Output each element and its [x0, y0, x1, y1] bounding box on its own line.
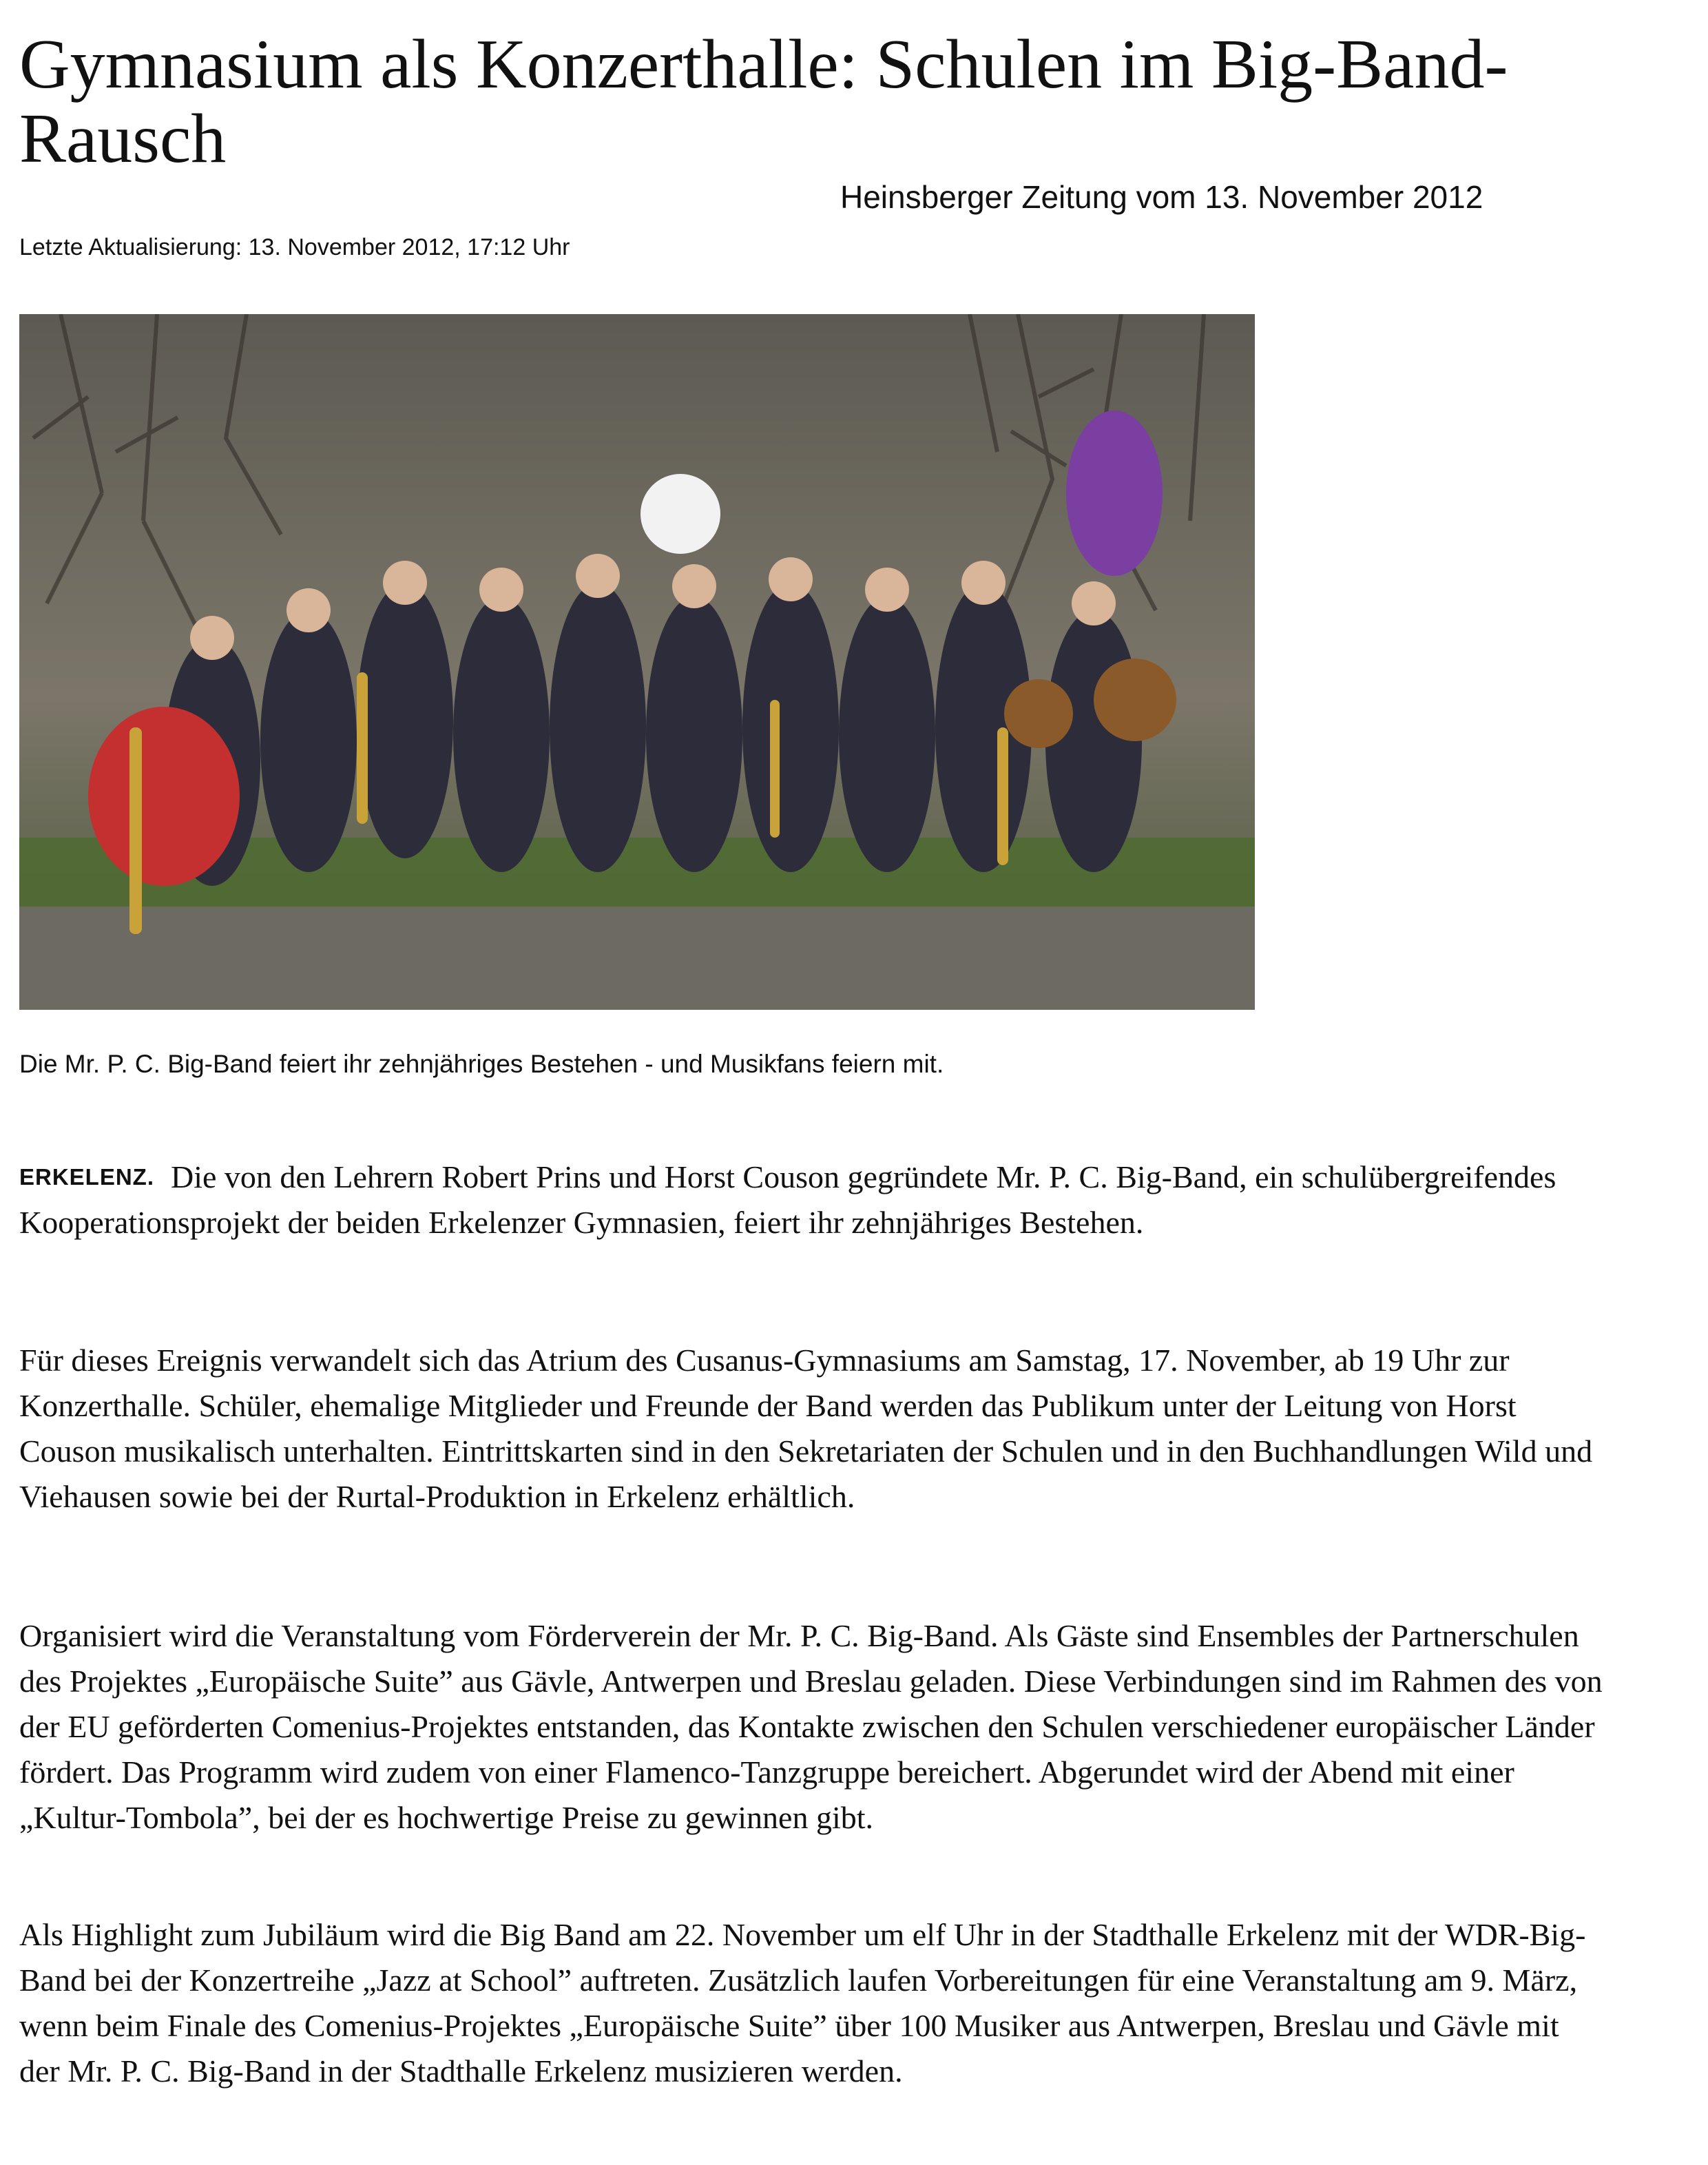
article-paragraph-3: Organisiert wird die Veranstaltung vom Förderverein der Mr. P. C. Big-Band. Als Gäste sind Ensembles der Partnerschulen des Projektes „Europäische Suite” aus Gävle, Antwerpen und Breslau geladen. Diese Verbindungen sind im Rahmen des von der EU geförderten Comenius-Projektes entstanden, das Kontakte zwischen den Schulen verschiedener europäischer Länder fördert. Das Programm wird zudem von einer Flamenco-Tanzgruppe bereichert. Abgerundet wird der Abend mit einer „Kultur-Tombola”, bei der es hochwertige Preise zu gewinnen gibt.: [19, 1618, 1603, 1835]
article-paragraph-4: Als Highlight zum Jubiläum wird die Big Band am 22. November um elf Uhr in der Stadthalle Erkelenz mit der WDR-Big-Band bei der Konzertreihe „Jazz at School” auftreten. Zusätzlich laufen Vorbereitungen für eine Veranstaltung am 9. März, wenn beim Finale des Comenius-Projektes „Europäische Suite” über 100 Musiker aus Antwerpen, Breslau und Gävle mit der Mr. P. C. Big-Band in der Stadthalle Erkelenz musizieren werden.: [19, 1917, 1586, 2089]
dateline: ERKELENZ.: [19, 1164, 155, 1190]
article-photo: [19, 314, 1255, 1010]
paragraph-1-text: Die von den Lehrern Robert Prins und Horst Couson gegründete Mr. P. C. Big-Band, ein schulübergreifendes Kooperationsprojekt der beiden Erkelenzer Gymnasien, feiert ihr zehnjähriges Bestehen.: [19, 1159, 1556, 1240]
newspaper-source: Heinsberger Zeitung vom 13. November 2012: [840, 179, 1483, 215]
last-updated: Letzte Aktualisierung: 13. November 2012, 17:12 Uhr: [19, 234, 570, 260]
photo-caption: Die Mr. P. C. Big-Band feiert ihr zehnjähriges Bestehen - und Musikfans feiern mit.: [19, 1050, 944, 1078]
article-paragraph-1: [19, 1154, 1603, 1245]
article-paragraph-2: Für dieses Ereignis verwandelt sich das Atrium des Cusanus-Gymnasiums am Samstag, 17. November, ab 19 Uhr zur Konzerthalle. Schüler, ehemalige Mitglieder und Freunde der Band werden das Publikum unter der Leitung von Horst Couson musikalisch unterhalten. Eintrittskarten sind in den Sekretariaten der Schulen und in den Buchhandlungen Wild und Viehausen sowie bei der Rurtal-Produktion in Erkelenz erhältlich.: [19, 1343, 1593, 1514]
article-headline: Gymnasium als Konzerthalle: Schulen im Big-Band-Rausch: [19, 25, 1508, 178]
band-group-photo: [19, 314, 1255, 1010]
